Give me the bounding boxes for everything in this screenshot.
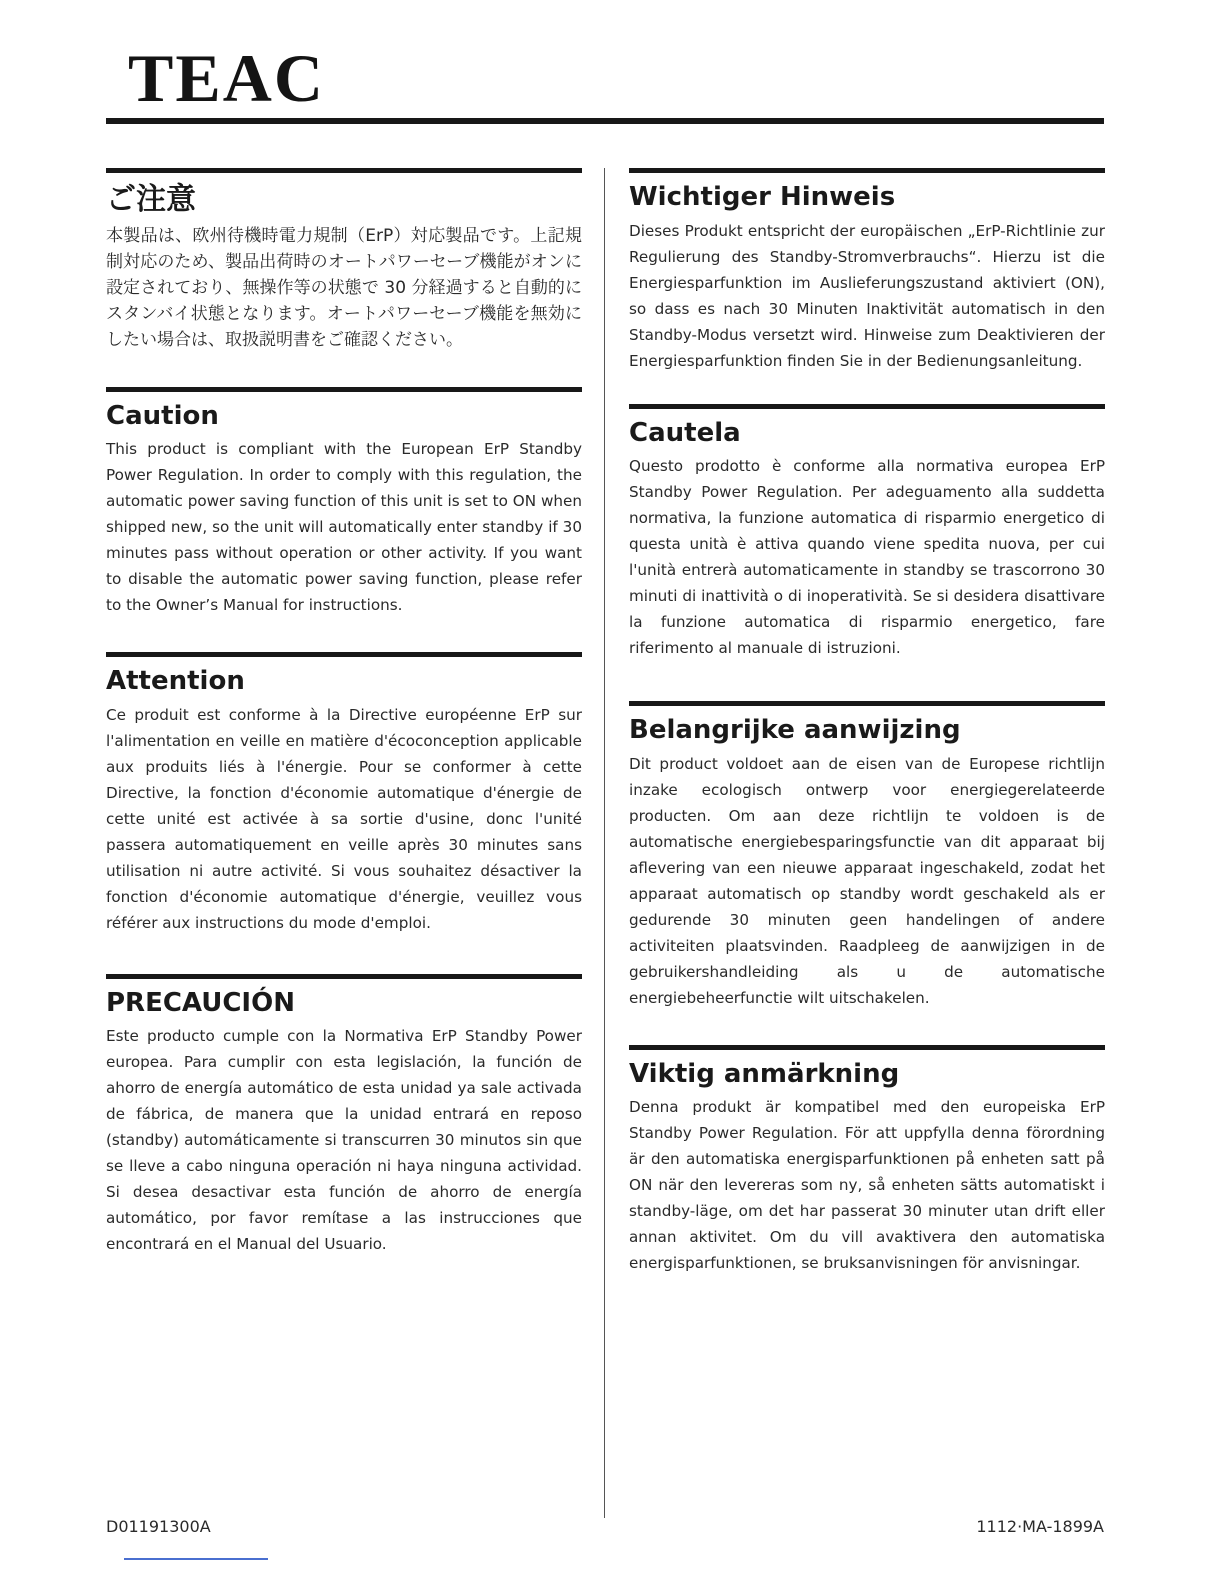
right-column bbox=[629, 168, 1105, 1276]
section-body-dutch: Dit product voldoet aan de eisen van de Europese richtlijn inzake ecologisch ontwerp voor energiegerelateerde producten. Om aan deze richtlijn te voldoen is de automatische energiebesparingsfunctie van dit apparaat bij aflevering van een nieuwe apparaat ingeschakeld, zodat het apparaat automatisch op standby wordt geschakeld als er gedurende 30 minuten geen handelingen of andere activiteiten plaatsvinden. Raadpleeg de aanwijzigen in de gebruikershandleiding als u de automatische energiebeheerfunctie wilt uitschakelen. bbox=[629, 754, 1105, 1007]
document-code-left: D01191300A bbox=[106, 1517, 211, 1536]
section-heading-japanese: ご注意 bbox=[106, 182, 196, 217]
section-body-french: Ce produit est conforme à la Directive européenne ErP sur l'alimentation en veille en matière d'écoconception applicable aux produits liés à l'énergie. Pour se conformer à cette Directive, la fonction d'économie automatique d'énergie de cette unité est activée à sa sortie d'usine, donc l'unité passera automatiquement en veille après 30 minutes sans utilisation ni autre activité. Si vous souhaitez désactiver la fonction d'économie automatique d'énergie, veuillez vous référer aux instructions du mode d'emploi. bbox=[106, 705, 582, 932]
section-body-german: Dieses Produkt entspricht der europäischen „ErP-Richtlinie zur Regulierung des Standby-Stromverbrauchs“. Hierzu ist die Energiesparfunktion im Auslieferungszustand aktiviert (ON), so dass es nach 30 Minuten Inaktivität automatisch in den Standby-Modus versetzt wird. Hinweise zum Deaktivieren der Energiesparfunktion finden Sie in der Bedienungsanleitung. bbox=[629, 221, 1105, 370]
document-code-right: 1112·MA-1899A bbox=[976, 1517, 1104, 1536]
section-french bbox=[106, 652, 582, 936]
section-heading-dutch: Belangrijke aanwijzing bbox=[629, 715, 961, 745]
section-italian bbox=[629, 404, 1105, 662]
section-heading-spanish: PRECAUCIÓN bbox=[106, 987, 295, 1018]
section-heading-swedish: Viktig anmärkning bbox=[629, 1058, 900, 1089]
section-dutch bbox=[629, 701, 1105, 1011]
section-spanish bbox=[106, 974, 582, 1258]
section-english bbox=[106, 387, 582, 619]
column-divider bbox=[604, 168, 605, 1518]
section-heading-german: Wichtiger Hinweis bbox=[629, 182, 896, 212]
section-japanese bbox=[106, 168, 582, 353]
header-rule bbox=[106, 118, 1104, 124]
section-heading-english: Caution bbox=[106, 400, 219, 431]
section-heading-italian: Cautela bbox=[629, 417, 741, 448]
section-heading-french: Attention bbox=[106, 666, 245, 696]
section-german bbox=[629, 168, 1105, 374]
section-body-italian: Questo prodotto è conforme alla normativa europea ErP Standby Power Regulation. Per adeguamento alla suddetta normativa, la funzione automatica di risparmio energetico di questa unità è attiva quando viene spedita nuova, per cui l'unità entrerà automaticamente in standby se trascorrono 30 minuti di inattività o di inoperatività. Se si desidera disattivare la funzione automatica di risparmio energetico, fare riferimento al manuale di istruzioni. bbox=[629, 457, 1105, 657]
section-body-english: This product is compliant with the European ErP Standby Power Regulation. In order to comply with this regulation, the automatic power saving function of this unit is set to ON when shipped new, so the unit will automatically enter standby if 30 minutes pass without operation or other activity. If you want to disable the automatic power saving function, please refer to the Owner’s Manual for instructions. bbox=[106, 440, 582, 614]
accent-line bbox=[124, 1558, 268, 1560]
section-body-spanish: Este producto cumple con la Normativa ErP Standby Power europea. Para cumplir con esta legislación, la función de ahorro de energía automático de esta unidad ya sale activada de fábrica, de manera que la unidad entrará en reposo (standby) automáticamente si transcurren 30 minutos sin que se lleve a cabo ninguna operación ni haya ninguna actividad. Si desea desactivar esta función de ahorro de energía automático, por favor remítase a las instrucciones que encontrará en el Manual del Usuario. bbox=[106, 1027, 582, 1253]
section-body-swedish: Denna produkt är kompatibel med den europeiska ErP Standby Power Regulation. För att uppfylla denna förordning är den automatiska energisparfunktionen på enheten satt på ON när den levereras som ny, så enheten sätts automatiskt i standby-läge, om det har passerat 30 minuter utan drift eller annan aktivitet. Om du vill avaktivera den automatiska energisparfunktionen, se bruksanvisningen för anvisningar. bbox=[629, 1098, 1105, 1272]
left-column bbox=[106, 168, 582, 1257]
section-swedish bbox=[629, 1045, 1105, 1277]
section-body-japanese: 本製品は、欧州待機時電力規制（ErP）対応製品です。上記規制対応のため、製品出荷時のオートパワーセーブ機能がオンに設定されており、無操作等の状態で 30 分経過すると自動的にスタンバイ状態となります。オートパワーセーブ機能を無効にしたい場合は、取扱説明書をご確認ください。 bbox=[106, 225, 582, 350]
teac-logo: TEAC bbox=[128, 40, 325, 116]
